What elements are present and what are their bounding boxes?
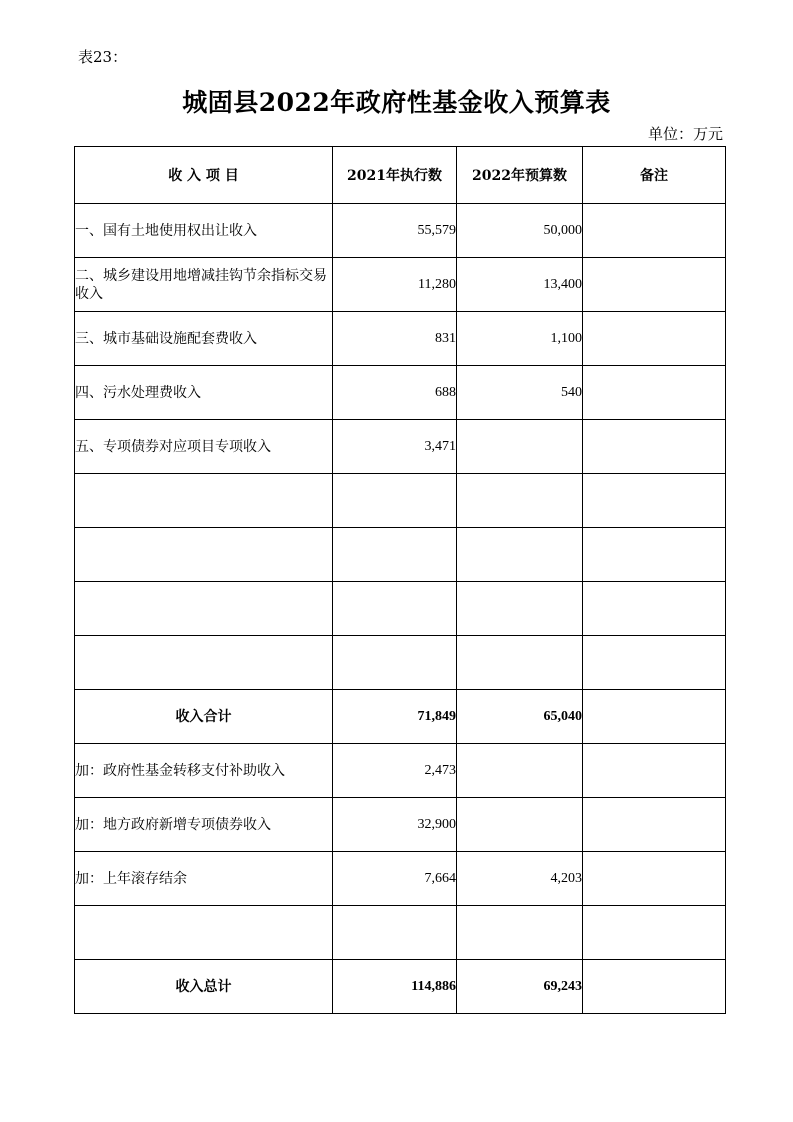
cell-2022-budget: 4,203 bbox=[457, 852, 583, 906]
cell-2022-budget: 540 bbox=[457, 366, 583, 420]
cell-2021-actual bbox=[333, 474, 457, 528]
cell-2021-actual bbox=[333, 582, 457, 636]
table-number: 表23： bbox=[78, 48, 128, 66]
table-row bbox=[75, 420, 726, 474]
table-row bbox=[75, 852, 726, 906]
cell-item bbox=[75, 582, 333, 636]
cell-note bbox=[583, 798, 726, 852]
cell-note bbox=[583, 312, 726, 366]
budget-table bbox=[74, 146, 726, 1014]
cell-item bbox=[75, 636, 333, 690]
cell-note bbox=[583, 258, 726, 312]
table-row bbox=[75, 744, 726, 798]
header-note: 备注 bbox=[583, 147, 726, 204]
table-row bbox=[75, 258, 726, 312]
cell-note bbox=[583, 528, 726, 582]
cell-2022-budget bbox=[457, 420, 583, 474]
cell-2021-actual: 71,849 bbox=[333, 690, 457, 744]
cell-2021-actual: 688 bbox=[333, 366, 457, 420]
table-row bbox=[75, 636, 726, 690]
table-row bbox=[75, 366, 726, 420]
cell-item: 加：上年滚存结余 bbox=[75, 852, 333, 906]
cell-2022-budget: 1,100 bbox=[457, 312, 583, 366]
cell-note bbox=[583, 690, 726, 744]
cell-2022-budget bbox=[457, 528, 583, 582]
cell-item bbox=[75, 906, 333, 960]
table-body bbox=[75, 204, 726, 1014]
cell-item: 一、国有土地使用权出让收入 bbox=[75, 204, 333, 258]
cell-2021-actual: 7,664 bbox=[333, 852, 457, 906]
cell-note bbox=[583, 420, 726, 474]
cell-2021-actual: 32,900 bbox=[333, 798, 457, 852]
unit-label: 单位：万元 bbox=[647, 125, 723, 143]
table-row bbox=[75, 906, 726, 960]
table-row bbox=[75, 582, 726, 636]
cell-2022-budget bbox=[457, 798, 583, 852]
cell-item bbox=[75, 474, 333, 528]
cell-2022-budget: 65,040 bbox=[457, 690, 583, 744]
cell-item: 加：政府性基金转移支付补助收入 bbox=[75, 744, 333, 798]
cell-item: 五、专项债券对应项目专项收入 bbox=[75, 420, 333, 474]
cell-2021-actual bbox=[333, 528, 457, 582]
cell-note bbox=[583, 960, 726, 1014]
cell-2021-actual: 114,886 bbox=[333, 960, 457, 1014]
cell-2021-actual: 2,473 bbox=[333, 744, 457, 798]
cell-note bbox=[583, 744, 726, 798]
cell-2021-actual: 831 bbox=[333, 312, 457, 366]
cell-item: 加：地方政府新增专项债券收入 bbox=[75, 798, 333, 852]
cell-note bbox=[583, 582, 726, 636]
cell-2021-actual bbox=[333, 906, 457, 960]
table-total-row bbox=[75, 690, 726, 744]
table-row bbox=[75, 204, 726, 258]
cell-item bbox=[75, 528, 333, 582]
cell-2022-budget bbox=[457, 636, 583, 690]
table-row bbox=[75, 528, 726, 582]
cell-2022-budget bbox=[457, 474, 583, 528]
cell-note bbox=[583, 906, 726, 960]
cell-note bbox=[583, 852, 726, 906]
header-2022-budget: 2022年预算数 bbox=[457, 147, 583, 204]
page-title: 城固县2022年政府性基金收入预算表 bbox=[182, 88, 611, 117]
cell-2022-budget bbox=[457, 744, 583, 798]
cell-2022-budget: 13,400 bbox=[457, 258, 583, 312]
cell-2021-actual: 3,471 bbox=[333, 420, 457, 474]
cell-item: 收入合计 bbox=[75, 690, 333, 744]
cell-2022-budget bbox=[457, 906, 583, 960]
cell-note bbox=[583, 366, 726, 420]
table-total-row bbox=[75, 960, 726, 1014]
cell-2022-budget: 69,243 bbox=[457, 960, 583, 1014]
cell-item: 收入总计 bbox=[75, 960, 333, 1014]
cell-note bbox=[583, 474, 726, 528]
header-2021-actual: 2021年执行数 bbox=[333, 147, 457, 204]
cell-2021-actual: 55,579 bbox=[333, 204, 457, 258]
cell-note bbox=[583, 204, 726, 258]
cell-item: 二、城乡建设用地增减挂钩节余指标交易收入 bbox=[75, 258, 333, 312]
cell-item: 三、城市基础设施配套费收入 bbox=[75, 312, 333, 366]
table-row bbox=[75, 798, 726, 852]
cell-2021-actual bbox=[333, 636, 457, 690]
cell-2022-budget: 50,000 bbox=[457, 204, 583, 258]
header-item: 收 入 项 目 bbox=[75, 147, 333, 204]
table-row bbox=[75, 312, 726, 366]
cell-note bbox=[583, 636, 726, 690]
cell-2022-budget bbox=[457, 582, 583, 636]
table-header-row bbox=[75, 147, 726, 204]
cell-2021-actual: 11,280 bbox=[333, 258, 457, 312]
table-row bbox=[75, 474, 726, 528]
cell-item: 四、污水处理费收入 bbox=[75, 366, 333, 420]
